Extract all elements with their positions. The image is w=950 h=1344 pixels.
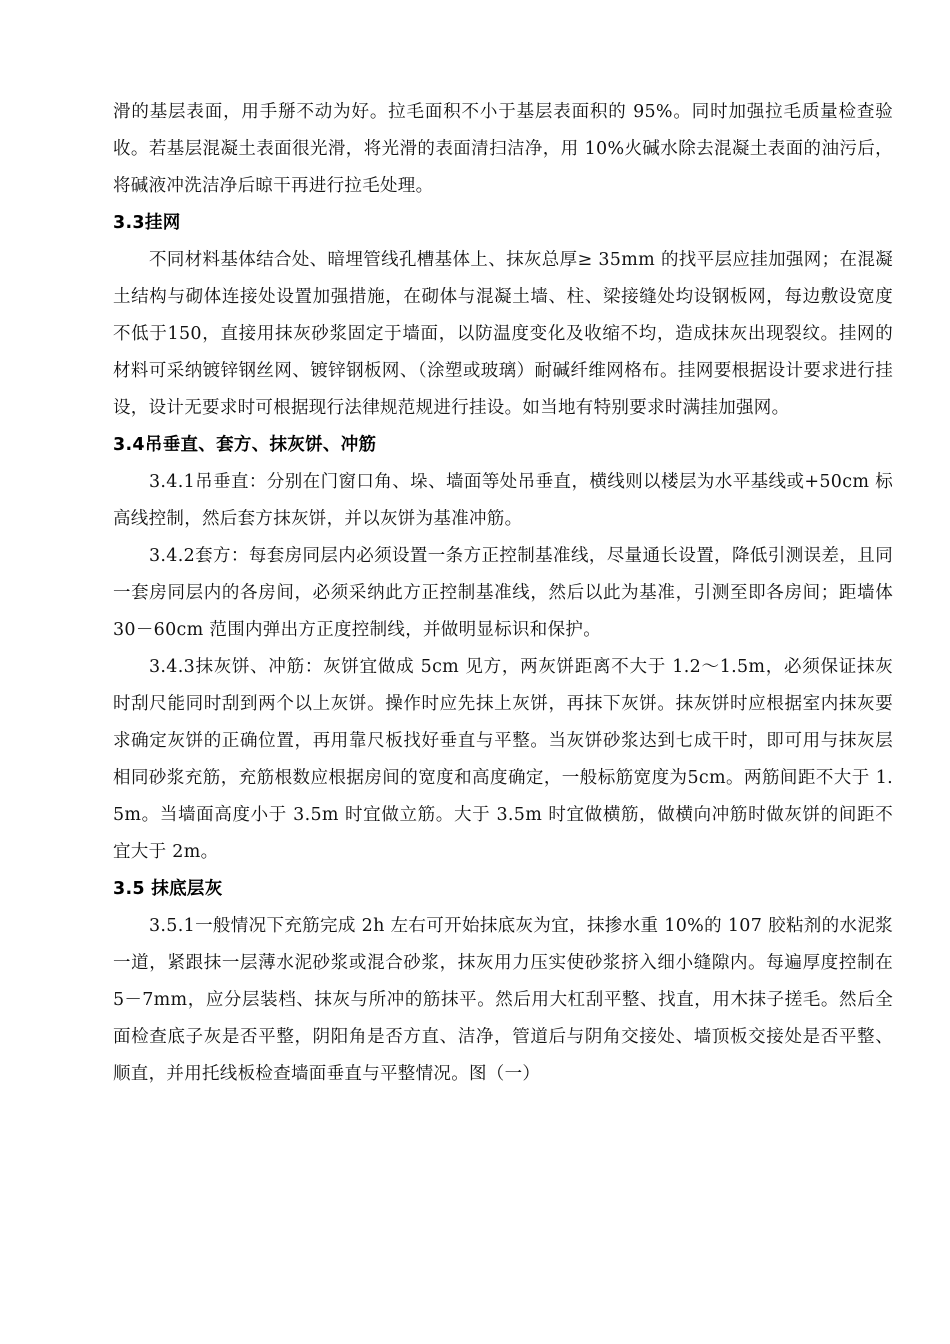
document-body <box>113 94 893 1093</box>
section-heading-3-4: 3.4吊垂直、套方、抹灰饼、冲筋 <box>113 435 377 455</box>
paragraph-3-4-2: 3.4.2套方：每套房同层内必须设置一条方正控制基准线，尽量通长设置，降低引测误差，且同一套房同层内的各房间，必须采纳此方正控制基准线，然后以此为基准，引测至即各房间；距墙体 30－60cm 范围内弹出方正度控制线，并做明显标识和保护。 <box>113 546 893 640</box>
paragraph-3-4-1: 3.4.1吊垂直：分别在门窗口角、垛、墙面等处吊垂直，横线则以楼层为水平基线或+50cm 标高线控制，然后套方抹灰饼，并以灰饼为基准冲筋。 <box>113 472 893 529</box>
paragraph-roughening-continued: 滑的基层表面，用手掰不动为好。拉毛面积不小于基层表面积的 95%。同时加强拉毛质量检查验收。若基层混凝土表面很光滑，将光滑的表面清扫洁净，用 10%火碱水除去混凝土表面的油污后，将碱液冲洗洁净后晾干再进行拉毛处理。 <box>113 102 893 196</box>
paragraph-mesh: 不同材料基体结合处、暗埋管线孔槽基体上、抹灰总厚≥ 35mm 的找平层应挂加强网；在混凝土结构与砌体连接处设置加强措施，在砌体与混凝土墙、柱、梁接缝处均设钢板网，每边敷设宽度不低于150，直接用抹灰砂浆固定于墙面，以防温度变化及收缩不均，造成抹灰出现裂纹。挂网的材料可采纳镀锌钢丝网、镀锌钢板网、（涂塑或玻璃）耐碱纤维网格布。挂网要根据设计要求进行挂设，设计无要求时可根据现行法律规范规进行挂设。如当地有特别要求时满挂加强网。 <box>113 250 893 418</box>
paragraph-3-4-3: 3.4.3抹灰饼、冲筋：灰饼宜做成 5cm 见方，两灰饼距离不大于 1.2～1.5m，必须保证抹灰时刮尺能同时刮到两个以上灰饼。操作时应先抹上灰饼，再抹下灰饼。抹灰饼时应根据室内抹灰要求确定灰饼的正确位置，再用靠尺板找好垂直与平整。当灰饼砂浆达到七成干时，即可用与抹灰层相同砂浆充筋，充筋根数应根据房间的宽度和高度确定，一般标筋宽度为5cm。两筋间距不大于 1.5m。当墙面高度小于 3.5m 时宜做立筋。大于 3.5m 时宜做横筋，做横向冲筋时做灰饼的间距不宜大于 2m。 <box>113 657 893 862</box>
section-heading-3-3: 3.3挂网 <box>113 213 181 233</box>
paragraph-3-5-1: 3.5.1一般情况下充筋完成 2h 左右可开始抹底灰为宜，抹掺水重 10%的 107 胶粘剂的水泥浆一道，紧跟抹一层薄水泥砂浆或混合砂浆，抹灰用力压实使砂浆挤入细小缝隙内。每遍厚度控制在 5－7mm，应分层装档、抹灰与所冲的筋抹平。然后用大杠刮平整、找直，用木抹子搓毛。然后全面检查底子灰是否平整，阴阳角是否方直、洁净，管道后与阴角交接处、墙顶板交接处是否平整、顺直，并用托线板检查墙面垂直与平整情况。图（一） <box>113 916 893 1084</box>
section-heading-3-5: 3.5 抹底层灰 <box>113 879 223 899</box>
